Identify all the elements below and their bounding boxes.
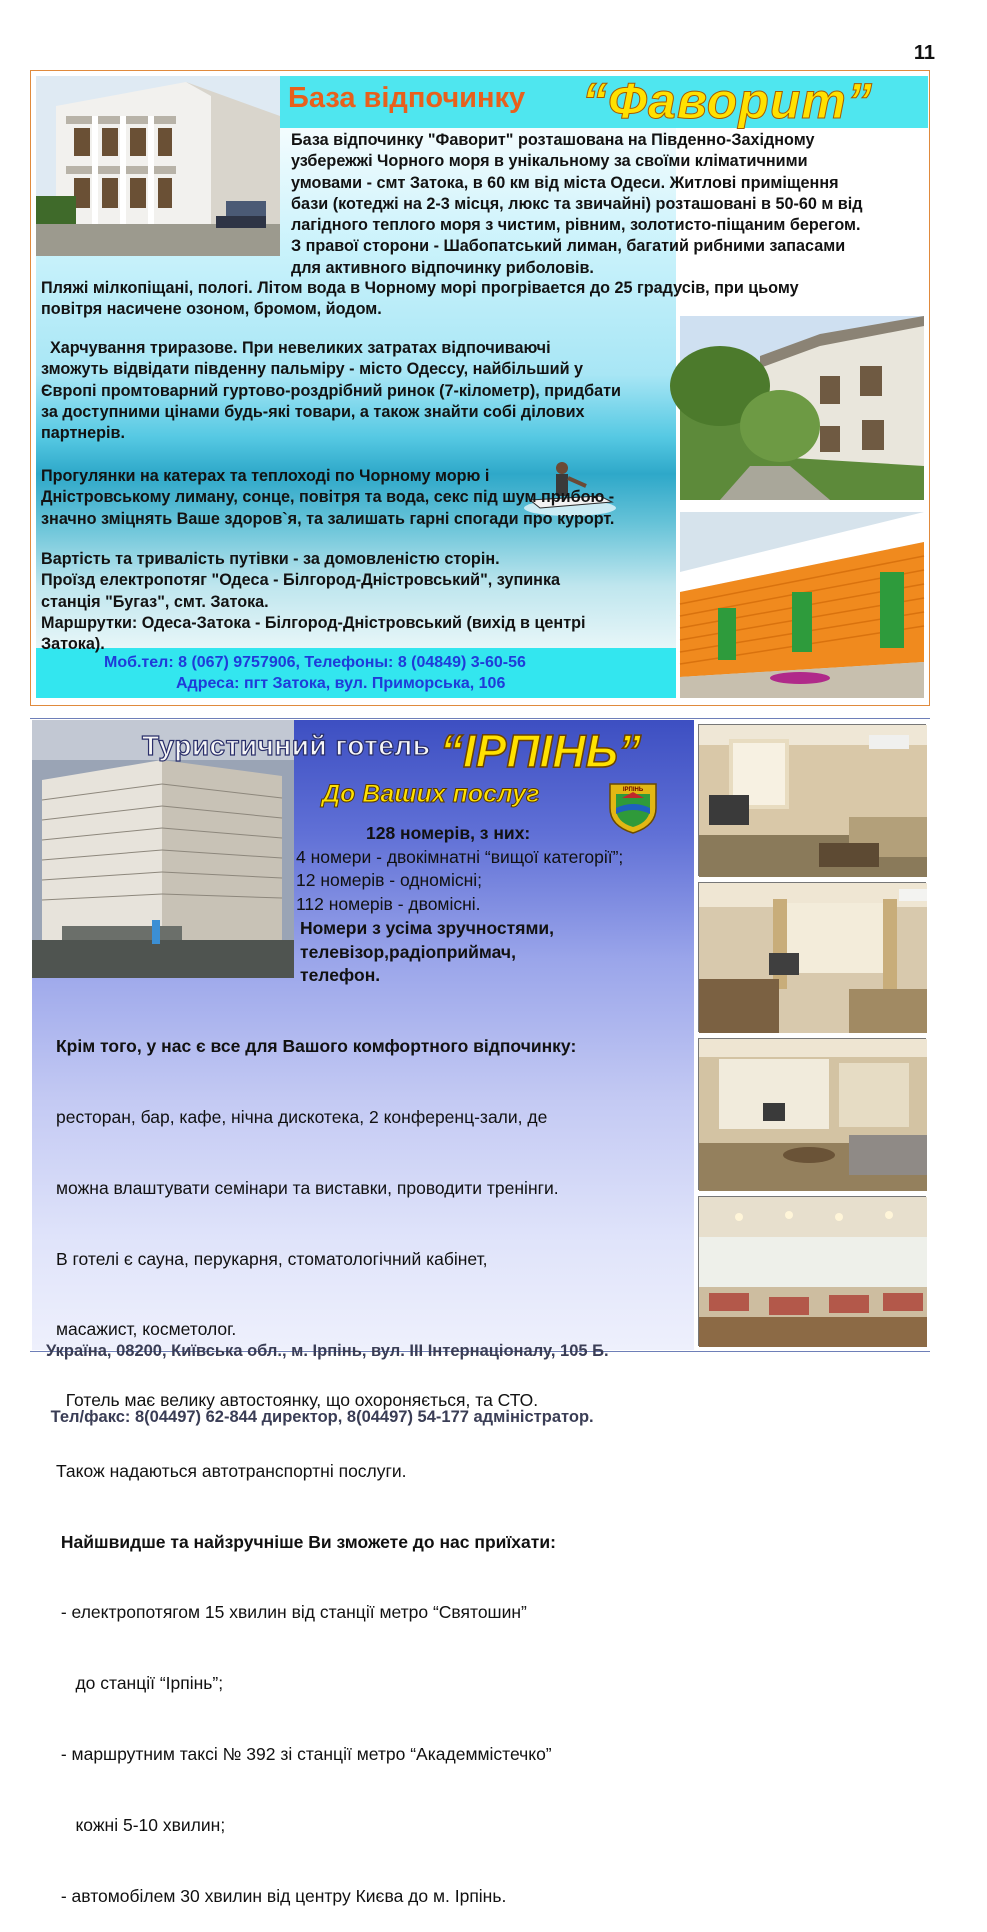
- favorit-alley-photo: [680, 316, 924, 500]
- rooms-line: 112 номерів - двомісні.: [296, 893, 481, 914]
- text-line: бази (котеджі на 2-3 місця, люкс та звичайні) розташовані в 50-60 м від: [291, 194, 863, 213]
- irpin-title: Туристичний готель: [142, 730, 431, 761]
- text-line: станція "Бугаз", смт. Затока.: [41, 592, 269, 611]
- equipment-line: телефон.: [300, 965, 381, 986]
- text-line: за доступними цінами будь-які товари, а також знайти собі ділових: [41, 402, 585, 421]
- text-line: партнерів.: [41, 424, 125, 443]
- restaurant-hall-photo: [698, 1196, 926, 1346]
- text-line: Пляжі мілкопіщані, пологі. Літом вода в Чорному морі прогрівается до 25 градусів, при цьому: [41, 279, 799, 297]
- irpin-name: “ІРПІНЬ”: [440, 725, 642, 777]
- details-line: - автомобілем 30 хвилин від центру Києва до м. Ірпінь.: [56, 1885, 507, 1906]
- irpin-equipment: [300, 917, 554, 988]
- text-line: Проїзд електропотяг "Одеса - Білгород-Дністровський", зупинка: [41, 571, 561, 590]
- text-line: Затока).: [41, 635, 105, 654]
- irpin-contacts: [46, 1296, 609, 1450]
- irpin-details: [56, 988, 576, 1932]
- favorit-cabins-photo: [680, 512, 924, 698]
- favorit-beach-text: [41, 278, 921, 321]
- text-line: База відпочинку "Фаворит" розташована на Південно-Західному: [291, 131, 815, 149]
- text-line: Харчування триразове. При невеликих затратах відпочиваючі: [41, 339, 551, 357]
- details-line: кожні 5-10 хвилин;: [56, 1814, 226, 1835]
- details-line: Крім того, у нас є все для Вашого комфортного відпочинку:: [56, 1036, 577, 1057]
- hotel-room-photo: [698, 724, 926, 876]
- favorit-name: “Фаворит”: [582, 73, 873, 129]
- text-line: повітря насичене озоном, бромом, йодом.: [41, 300, 382, 319]
- rooms-line: 4 номери - двокімнатні “вищої категорії”;: [296, 846, 624, 867]
- rooms-line: 128 номерів, з них:: [366, 823, 531, 843]
- text-line: умовами - смт Затока, в 60 км від міста Одеси. Житлові приміщення: [291, 173, 839, 192]
- equipment-line: телевізор,радіоприймач,: [300, 941, 516, 962]
- favorit-description: [291, 130, 931, 279]
- details-line: Також надаються автотранспортні послуги.: [56, 1460, 407, 1481]
- details-line: Найшвидше та найзручніше Ви зможете до нас приїхати:: [56, 1531, 556, 1552]
- text-line: для активного відпочинку риболовів.: [291, 258, 594, 277]
- text-line: З правої сторони - Шабопатський лиман, багатий рибними запасами: [291, 237, 846, 256]
- details-line: ресторан, бар, кафе, нічна дискотека, 2 конференц-зали, де: [56, 1106, 548, 1127]
- favorit-building-photo: [36, 76, 280, 256]
- text-line: Прогулянки на катерах та теплоході по Чорному морю і: [41, 467, 490, 485]
- details-line: масажист, косметолог.: [56, 1319, 237, 1340]
- equipment-line: Номери з усіма зручностями,: [300, 918, 555, 938]
- text-line: значно зміцнять Ваше здоров`я, та залишать гарні спогади про курорт.: [41, 509, 615, 528]
- text-line: зможуть відвідати південну пальміру - місто Одессу, найбільший у: [41, 360, 584, 379]
- details-line: - електропотягом 15 хвилин від станції метро “Святошин”: [56, 1602, 527, 1623]
- text-line: лагідного теплого моря з чистим, рівним, золотисто-піщаним берегом.: [291, 216, 861, 235]
- hotel-room-photo: [698, 1038, 926, 1190]
- details-line: - маршрутним таксі № 392 зі станції метро “Академмістечко”: [56, 1744, 552, 1764]
- irpin-welcome: До Ваших послуг: [322, 780, 540, 808]
- text-line: Маршрутки: Одеса-Затока - Білгород-Дністровський (вихід в центрі: [41, 613, 586, 632]
- irpin-rooms-list: [296, 822, 623, 916]
- page-number: 11: [913, 42, 935, 64]
- hotel-room-photo: [698, 882, 926, 1032]
- favorit-food-text: [41, 338, 681, 444]
- text-line: Європі промтоварний гуртово-роздрібний ринок (7-кілометр), придбати: [41, 381, 621, 400]
- text-line: Вартість та тривалість путівки - за домовленістю сторін.: [41, 550, 500, 568]
- favorit-phones: Моб.тел: 8 (067) 9757906, Телефоны: 8 (04849) 3-60-56: [104, 654, 526, 671]
- favorit-walks-text: [41, 466, 681, 530]
- rooms-line: 12 номерів - одномісні;: [296, 870, 482, 891]
- details-line: Готель має велику автостоянку, що охороняється, та СТО.: [56, 1390, 539, 1411]
- irpin-address: Україна, 08200, Київська обл., м. Ірпінь, вул. ІІІ Інтернаціоналу, 105 Б.: [46, 1342, 609, 1360]
- details-line: до станції “Ірпінь”;: [56, 1673, 224, 1694]
- details-line: В готелі є сауна, перукарня, стоматологічний кабінет,: [56, 1248, 488, 1269]
- text-line: Дністровському лиману, сонце, повітря та вода, секс під шум прибою -: [41, 488, 615, 507]
- favorit-travel-text: [41, 549, 661, 655]
- emblem-label: ІРПІНЬ: [622, 787, 644, 793]
- text-line: узбережжі Чорного моря в унікальному за своїми кліматичними: [291, 152, 808, 171]
- irpin-phones: Тел/факс: 8(04497) 62-844 директор, 8(04497) 54-177 адміністратор.: [46, 1408, 594, 1426]
- favorit-address: Адреса: пгт Затока, вул. Приморська, 106: [176, 675, 506, 692]
- details-line: можна влаштувати семінари та виставки, проводити тренінги.: [56, 1177, 559, 1198]
- favorit-title: База відпочинку: [288, 82, 526, 114]
